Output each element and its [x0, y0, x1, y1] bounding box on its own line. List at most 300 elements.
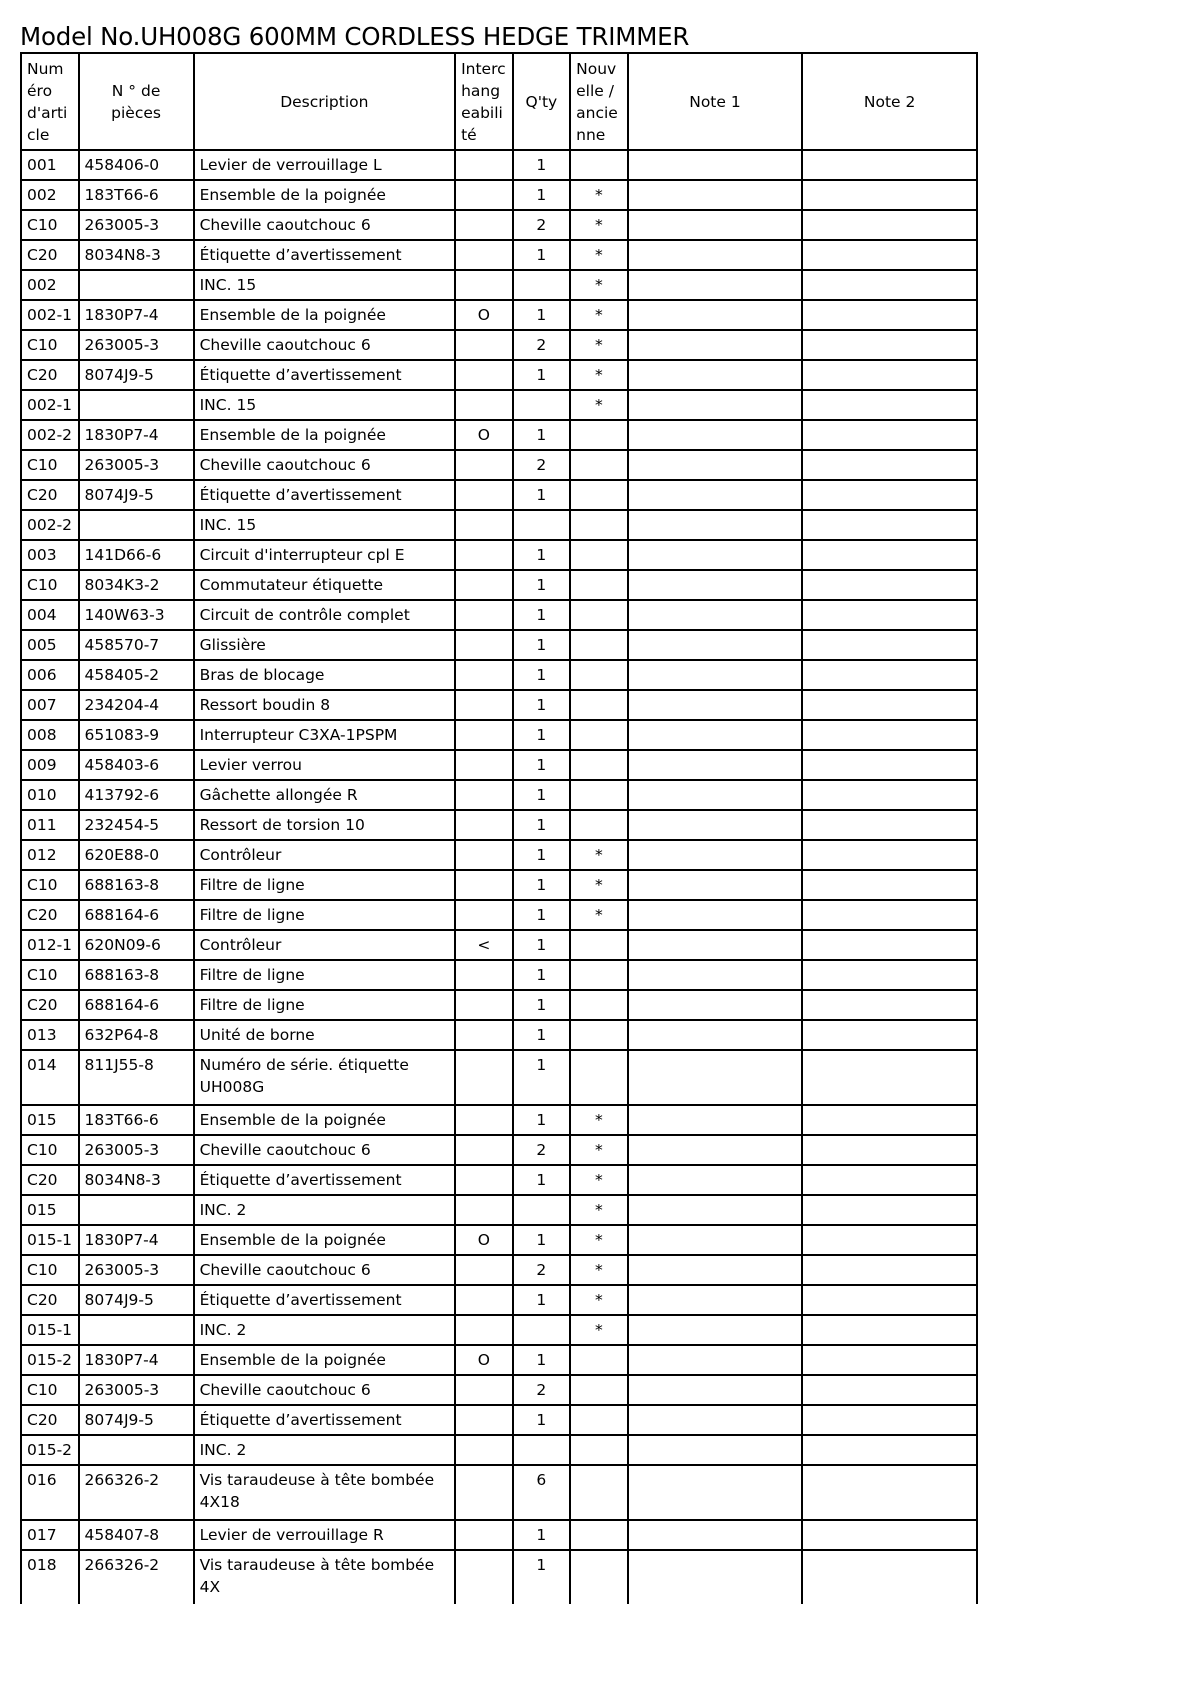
cell-part-number: 263005-3: [79, 1135, 194, 1165]
cell-item-number: 015: [21, 1195, 79, 1225]
cell-note-1: [628, 1105, 803, 1135]
table-row: [21, 600, 977, 630]
cell-quantity: [513, 1315, 571, 1345]
cell-quantity: 6: [513, 1465, 571, 1520]
cell-new-old: *: [570, 180, 628, 210]
cell-note-2: [802, 1195, 977, 1225]
cell-item-number: 012-1: [21, 930, 79, 960]
cell-note-1: [628, 360, 803, 390]
cell-description: INC. 2: [194, 1195, 455, 1225]
cell-description: Circuit de contrôle complet: [194, 600, 455, 630]
cell-description: Vis taraudeuse à tête bombée 4X: [194, 1550, 455, 1604]
cell-note-2: [802, 480, 977, 510]
cell-new-old: *: [570, 1255, 628, 1285]
cell-interchangeability: [455, 1135, 513, 1165]
cell-part-number: 263005-3: [79, 1375, 194, 1405]
cell-new-old: [570, 630, 628, 660]
cell-item-number: 010: [21, 780, 79, 810]
cell-new-old: [570, 990, 628, 1020]
cell-quantity: [513, 390, 571, 420]
cell-quantity: 1: [513, 240, 571, 270]
cell-part-number: 458405-2: [79, 660, 194, 690]
cell-quantity: 1: [513, 600, 571, 630]
cell-interchangeability: [455, 1285, 513, 1315]
cell-note-2: [802, 1435, 977, 1465]
cell-part-number: 632P64-8: [79, 1020, 194, 1050]
cell-part-number: 1830P7-4: [79, 1225, 194, 1255]
cell-part-number: 413792-6: [79, 780, 194, 810]
cell-note-1: [628, 570, 803, 600]
cell-note-2: [802, 1225, 977, 1255]
table-row: [21, 390, 977, 420]
cell-item-number: C20: [21, 1285, 79, 1315]
cell-note-2: [802, 780, 977, 810]
cell-interchangeability: [455, 210, 513, 240]
cell-interchangeability: [455, 690, 513, 720]
cell-note-2: [802, 300, 977, 330]
cell-note-1: [628, 330, 803, 360]
cell-part-number: 183T66-6: [79, 1105, 194, 1135]
table-row: [21, 990, 977, 1020]
cell-interchangeability: [455, 450, 513, 480]
cell-note-1: [628, 1135, 803, 1165]
cell-part-number: 1830P7-4: [79, 420, 194, 450]
cell-interchangeability: [455, 1165, 513, 1195]
cell-description: Filtre de ligne: [194, 900, 455, 930]
cell-description: Cheville caoutchouc 6: [194, 210, 455, 240]
cell-quantity: 2: [513, 210, 571, 240]
cell-quantity: 1: [513, 1050, 571, 1105]
cell-note-1: [628, 150, 803, 180]
cell-note-1: [628, 870, 803, 900]
header-note-1: Note 1: [628, 53, 803, 150]
cell-item-number: 008: [21, 720, 79, 750]
cell-interchangeability: [455, 240, 513, 270]
cell-part-number: 688164-6: [79, 990, 194, 1020]
cell-part-number: 688163-8: [79, 870, 194, 900]
cell-quantity: 1: [513, 1285, 571, 1315]
cell-note-2: [802, 240, 977, 270]
cell-description: INC. 2: [194, 1315, 455, 1345]
cell-item-number: 003: [21, 540, 79, 570]
cell-note-2: [802, 930, 977, 960]
cell-part-number: 458403-6: [79, 750, 194, 780]
cell-new-old: *: [570, 300, 628, 330]
cell-quantity: 1: [513, 780, 571, 810]
cell-description: Commutateur étiquette: [194, 570, 455, 600]
cell-part-number: 266326-2: [79, 1465, 194, 1520]
cell-note-1: [628, 390, 803, 420]
cell-new-old: [570, 150, 628, 180]
cell-part-number: 8074J9-5: [79, 1405, 194, 1435]
cell-part-number: 141D66-6: [79, 540, 194, 570]
table-row: [21, 690, 977, 720]
cell-quantity: 1: [513, 1165, 571, 1195]
cell-item-number: 002: [21, 180, 79, 210]
cell-part-number: 688164-6: [79, 900, 194, 930]
cell-new-old: [570, 660, 628, 690]
cell-interchangeability: [455, 750, 513, 780]
cell-note-2: [802, 150, 977, 180]
cell-part-number: 8034N8-3: [79, 1165, 194, 1195]
cell-part-number: 263005-3: [79, 330, 194, 360]
cell-description: Étiquette d’avertissement: [194, 1405, 455, 1435]
table-row: [21, 510, 977, 540]
table-row: [21, 660, 977, 690]
cell-new-old: [570, 720, 628, 750]
cell-note-2: [802, 690, 977, 720]
cell-new-old: *: [570, 1195, 628, 1225]
cell-quantity: 1: [513, 1105, 571, 1135]
cell-part-number: 8074J9-5: [79, 480, 194, 510]
cell-item-number: 014: [21, 1050, 79, 1105]
cell-quantity: 1: [513, 420, 571, 450]
cell-item-number: 001: [21, 150, 79, 180]
cell-description: Cheville caoutchouc 6: [194, 450, 455, 480]
cell-interchangeability: [455, 570, 513, 600]
cell-note-2: [802, 1165, 977, 1195]
header-interchangeability: Interchangeabilité: [455, 53, 513, 150]
header-part-number: N ° de pièces: [79, 53, 194, 150]
cell-quantity: 2: [513, 1255, 571, 1285]
cell-note-2: [802, 870, 977, 900]
cell-quantity: 1: [513, 990, 571, 1020]
cell-description: Étiquette d’avertissement: [194, 240, 455, 270]
cell-part-number: [79, 1195, 194, 1225]
cell-description: Étiquette d’avertissement: [194, 1285, 455, 1315]
table-row: [21, 1435, 977, 1465]
cell-note-1: [628, 240, 803, 270]
cell-note-2: [802, 540, 977, 570]
cell-part-number: 263005-3: [79, 1255, 194, 1285]
table-row: [21, 150, 977, 180]
cell-new-old: *: [570, 900, 628, 930]
cell-interchangeability: [455, 900, 513, 930]
cell-new-old: [570, 510, 628, 540]
cell-quantity: 1: [513, 1550, 571, 1604]
cell-note-2: [802, 990, 977, 1020]
cell-description: Vis taraudeuse à tête bombée 4X18: [194, 1465, 455, 1520]
cell-interchangeability: [455, 600, 513, 630]
table-row: [21, 1195, 977, 1225]
cell-interchangeability: [455, 1405, 513, 1435]
table-row: [21, 720, 977, 750]
cell-description: Étiquette d’avertissement: [194, 1165, 455, 1195]
cell-quantity: 1: [513, 750, 571, 780]
cell-note-1: [628, 420, 803, 450]
cell-part-number: 8034K3-2: [79, 570, 194, 600]
cell-part-number: 1830P7-4: [79, 300, 194, 330]
cell-note-1: [628, 1225, 803, 1255]
cell-interchangeability: [455, 990, 513, 1020]
cell-quantity: 1: [513, 570, 571, 600]
cell-part-number: 458570-7: [79, 630, 194, 660]
cell-quantity: 1: [513, 960, 571, 990]
cell-note-2: [802, 1520, 977, 1550]
cell-note-1: [628, 1405, 803, 1435]
cell-quantity: 1: [513, 660, 571, 690]
table-row: [21, 1465, 977, 1520]
cell-new-old: [570, 1375, 628, 1405]
header-item-number: Numéro d'article: [21, 53, 79, 150]
cell-description: Cheville caoutchouc 6: [194, 1255, 455, 1285]
table-row: [21, 180, 977, 210]
cell-part-number: 266326-2: [79, 1550, 194, 1604]
cell-new-old: *: [570, 1315, 628, 1345]
cell-interchangeability: O: [455, 1345, 513, 1375]
cell-interchangeability: [455, 270, 513, 300]
cell-note-1: [628, 300, 803, 330]
cell-quantity: 1: [513, 1520, 571, 1550]
cell-part-number: 651083-9: [79, 720, 194, 750]
cell-new-old: [570, 1520, 628, 1550]
cell-interchangeability: [455, 1255, 513, 1285]
cell-interchangeability: [455, 540, 513, 570]
table-row: [21, 1285, 977, 1315]
cell-note-1: [628, 540, 803, 570]
cell-interchangeability: [455, 1465, 513, 1520]
cell-note-1: [628, 450, 803, 480]
cell-quantity: 1: [513, 870, 571, 900]
cell-item-number: 005: [21, 630, 79, 660]
cell-quantity: 1: [513, 360, 571, 390]
cell-new-old: [570, 960, 628, 990]
cell-item-number: 002: [21, 270, 79, 300]
table-row: [21, 840, 977, 870]
cell-item-number: 015-2: [21, 1345, 79, 1375]
cell-description: Contrôleur: [194, 930, 455, 960]
cell-new-old: *: [570, 1135, 628, 1165]
cell-item-number: 002-2: [21, 420, 79, 450]
cell-description: INC. 15: [194, 390, 455, 420]
cell-note-2: [802, 570, 977, 600]
cell-note-1: [628, 660, 803, 690]
cell-note-1: [628, 600, 803, 630]
cell-interchangeability: [455, 360, 513, 390]
table-row: [21, 1165, 977, 1195]
cell-note-1: [628, 480, 803, 510]
cell-note-1: [628, 960, 803, 990]
cell-note-1: [628, 1520, 803, 1550]
cell-new-old: *: [570, 240, 628, 270]
table-row: [21, 870, 977, 900]
cell-quantity: 1: [513, 930, 571, 960]
cell-part-number: 234204-4: [79, 690, 194, 720]
table-row: [21, 270, 977, 300]
cell-interchangeability: [455, 1520, 513, 1550]
cell-description: Ressort boudin 8: [194, 690, 455, 720]
cell-interchangeability: [455, 1195, 513, 1225]
cell-item-number: 018: [21, 1550, 79, 1604]
cell-note-1: [628, 1195, 803, 1225]
cell-interchangeability: [455, 180, 513, 210]
cell-note-1: [628, 780, 803, 810]
cell-note-2: [802, 960, 977, 990]
cell-new-old: [570, 1435, 628, 1465]
cell-new-old: *: [570, 1285, 628, 1315]
cell-description: INC. 15: [194, 270, 455, 300]
parts-table-body: [21, 150, 977, 1604]
table-row: [21, 210, 977, 240]
cell-item-number: C10: [21, 1255, 79, 1285]
cell-new-old: [570, 690, 628, 720]
cell-note-2: [802, 720, 977, 750]
cell-quantity: 2: [513, 1135, 571, 1165]
cell-quantity: [513, 1195, 571, 1225]
cell-description: Gâchette allongée R: [194, 780, 455, 810]
cell-note-1: [628, 270, 803, 300]
cell-item-number: C20: [21, 900, 79, 930]
cell-quantity: 1: [513, 540, 571, 570]
cell-interchangeability: [455, 510, 513, 540]
cell-note-2: [802, 360, 977, 390]
cell-part-number: [79, 1315, 194, 1345]
cell-new-old: [570, 540, 628, 570]
cell-note-2: [802, 510, 977, 540]
cell-note-2: [802, 1050, 977, 1105]
cell-part-number: 688163-8: [79, 960, 194, 990]
cell-note-1: [628, 210, 803, 240]
cell-quantity: 1: [513, 150, 571, 180]
cell-interchangeability: [455, 840, 513, 870]
cell-note-1: [628, 840, 803, 870]
cell-part-number: [79, 510, 194, 540]
table-row: [21, 630, 977, 660]
cell-note-1: [628, 510, 803, 540]
table-row: [21, 1255, 977, 1285]
cell-item-number: C20: [21, 240, 79, 270]
cell-description: Cheville caoutchouc 6: [194, 330, 455, 360]
cell-quantity: 2: [513, 450, 571, 480]
cell-note-1: [628, 1050, 803, 1105]
cell-note-2: [802, 180, 977, 210]
cell-note-1: [628, 750, 803, 780]
cell-interchangeability: [455, 870, 513, 900]
document-title: Model No.UH008G 600MM CORDLESS HEDGE TRIMMER: [20, 22, 690, 51]
table-row: [21, 540, 977, 570]
table-row: [21, 330, 977, 360]
cell-note-2: [802, 1105, 977, 1135]
cell-item-number: C20: [21, 360, 79, 390]
table-row: [21, 450, 977, 480]
cell-new-old: [570, 600, 628, 630]
table-header-row: [21, 53, 977, 150]
cell-note-2: [802, 330, 977, 360]
cell-interchangeability: [455, 960, 513, 990]
cell-quantity: 1: [513, 900, 571, 930]
cell-description: Ensemble de la poignée: [194, 180, 455, 210]
cell-new-old: [570, 1050, 628, 1105]
cell-new-old: [570, 780, 628, 810]
cell-item-number: C10: [21, 1375, 79, 1405]
cell-interchangeability: [455, 480, 513, 510]
cell-new-old: [570, 750, 628, 780]
table-row: [21, 780, 977, 810]
table-row: [21, 480, 977, 510]
cell-item-number: C10: [21, 1135, 79, 1165]
cell-note-2: [802, 840, 977, 870]
cell-description: Filtre de ligne: [194, 990, 455, 1020]
cell-interchangeability: [455, 330, 513, 360]
cell-item-number: 016: [21, 1465, 79, 1520]
cell-new-old: *: [570, 1165, 628, 1195]
cell-quantity: [513, 270, 571, 300]
cell-interchangeability: [455, 630, 513, 660]
cell-new-old: *: [570, 210, 628, 240]
cell-note-1: [628, 630, 803, 660]
cell-new-old: [570, 810, 628, 840]
cell-part-number: 140W63-3: [79, 600, 194, 630]
cell-interchangeability: [455, 1105, 513, 1135]
cell-interchangeability: [455, 1315, 513, 1345]
cell-part-number: 620N09-6: [79, 930, 194, 960]
cell-part-number: 811J55-8: [79, 1050, 194, 1105]
cell-description: Glissière: [194, 630, 455, 660]
cell-quantity: 2: [513, 1375, 571, 1405]
header-description: Description: [194, 53, 455, 150]
cell-part-number: 8074J9-5: [79, 1285, 194, 1315]
cell-item-number: 011: [21, 810, 79, 840]
cell-quantity: 1: [513, 630, 571, 660]
cell-new-old: *: [570, 840, 628, 870]
cell-note-2: [802, 450, 977, 480]
cell-note-2: [802, 1345, 977, 1375]
cell-description: Levier de verrouillage L: [194, 150, 455, 180]
cell-quantity: 1: [513, 1020, 571, 1050]
cell-description: Contrôleur: [194, 840, 455, 870]
cell-quantity: 1: [513, 480, 571, 510]
cell-part-number: 1830P7-4: [79, 1345, 194, 1375]
cell-part-number: [79, 1435, 194, 1465]
cell-description: INC. 2: [194, 1435, 455, 1465]
cell-item-number: C20: [21, 1165, 79, 1195]
cell-item-number: 013: [21, 1020, 79, 1050]
cell-part-number: 263005-3: [79, 450, 194, 480]
cell-description: Levier verrou: [194, 750, 455, 780]
cell-item-number: 002-1: [21, 390, 79, 420]
cell-note-2: [802, 1255, 977, 1285]
cell-description: Étiquette d’avertissement: [194, 360, 455, 390]
cell-note-1: [628, 990, 803, 1020]
table-row: [21, 1050, 977, 1105]
cell-item-number: 015-2: [21, 1435, 79, 1465]
cell-note-1: [628, 1435, 803, 1465]
cell-new-old: [570, 1345, 628, 1375]
cell-note-2: [802, 1285, 977, 1315]
cell-item-number: 012: [21, 840, 79, 870]
cell-item-number: 006: [21, 660, 79, 690]
cell-quantity: 1: [513, 810, 571, 840]
cell-item-number: 002-1: [21, 300, 79, 330]
cell-note-1: [628, 1020, 803, 1050]
cell-note-1: [628, 1315, 803, 1345]
table-row: [21, 1345, 977, 1375]
header-note-2: Note 2: [802, 53, 977, 150]
cell-note-2: [802, 270, 977, 300]
cell-description: Cheville caoutchouc 6: [194, 1375, 455, 1405]
cell-note-1: [628, 1550, 803, 1604]
cell-note-2: [802, 1375, 977, 1405]
cell-quantity: 1: [513, 840, 571, 870]
cell-interchangeability: O: [455, 300, 513, 330]
cell-new-old: [570, 570, 628, 600]
cell-interchangeability: O: [455, 420, 513, 450]
table-row: [21, 1405, 977, 1435]
cell-new-old: [570, 1020, 628, 1050]
cell-quantity: 1: [513, 1225, 571, 1255]
cell-new-old: *: [570, 390, 628, 420]
cell-new-old: [570, 480, 628, 510]
